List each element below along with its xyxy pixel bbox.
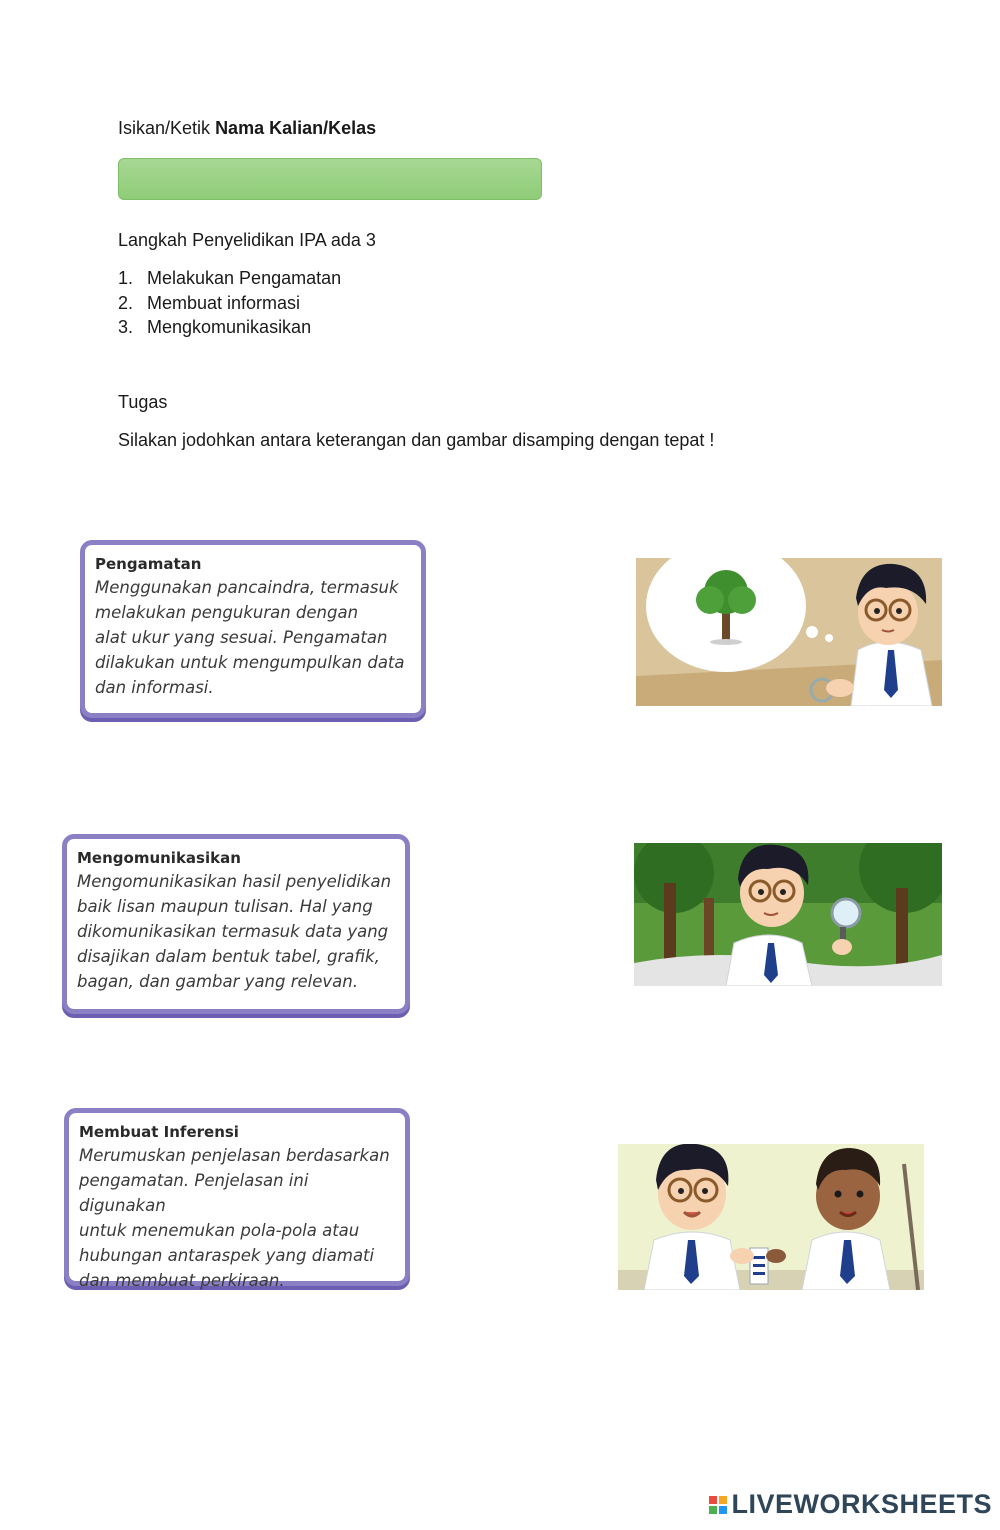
step-item [118,315,341,340]
card-line: bagan, dan gambar yang relevan. [77,972,358,991]
picture-boy-thinking-of-tree[interactable] [636,558,942,706]
card-mengomunikasikan[interactable] [62,834,410,1014]
step-number: 3. [118,317,134,337]
logo-square [709,1496,717,1504]
steps-list [118,266,341,340]
card-title: Membuat Inferensi [79,1123,239,1141]
card-line: Menggunakan pancaindra, termasuk [95,578,399,597]
card-body [95,575,411,700]
logo-square [719,1496,727,1504]
card-line: pengamatan. Penjelasan ini digunakan [79,1171,309,1215]
step-item [118,291,341,316]
card-line: dikomunikasikan termasuk data yang [77,922,389,941]
card-body [79,1143,395,1293]
logo-text: LIVEWORKSHEETS [731,1489,992,1519]
name-prompt-prefix: Isikan/Ketik [118,118,211,138]
logo-square [709,1506,717,1514]
card-line: baik lisan maupun tulisan. Hal yang [77,897,373,916]
task-label: Tugas [118,392,168,412]
step-number: 1. [118,268,134,288]
card-title: Pengamatan [95,555,202,573]
card-membuat-inferensi[interactable] [64,1108,410,1290]
step-number: 2. [118,292,134,313]
card-line: disajikan dalam bentuk tabel, grafik, [77,947,380,966]
card-line: untuk menemukan pola-pola atau [79,1221,360,1240]
step-text: Membuat informasi [147,292,301,313]
intro-text: Langkah Penyelidikan IPA ada 3 [118,230,376,250]
card-title: Mengomunikasikan [77,849,241,867]
logo-square [719,1506,727,1514]
card-pengamatan[interactable] [80,540,426,718]
illustration-two-boys [618,1144,924,1290]
name-prompt-bold: Nama Kalian/Kelas [215,118,377,138]
step-text: Mengkomunikasikan [147,317,312,337]
name-prompt [118,118,376,139]
liveworksheets-mark-icon [709,1496,727,1514]
step-item [118,266,341,291]
liveworksheets-logo [709,1489,992,1520]
card-line: melakukan pengukuran dengan [95,603,359,622]
card-line: alat ukur yang sesuai. Pengamatan [95,628,388,647]
card-line: dan informasi. [95,678,214,697]
task-instruction: Silakan jodohkan antara keterangan dan gambar disamping dengan tepat ! [118,430,715,450]
illustration-forest-boy [634,843,942,986]
name-class-input[interactable] [118,158,542,200]
card-line: dilakukan untuk mengumpulkan data [95,653,405,672]
card-line: hubungan antaraspek yang diamati [79,1246,375,1265]
card-line: Mengomunikasikan hasil penyelidikan [77,872,392,891]
step-text: Melakukan Pengamatan [147,268,342,288]
picture-two-boys-discussing[interactable] [618,1144,924,1290]
card-body [77,869,395,994]
illustration-thinking-boy [636,558,942,706]
picture-boy-with-magnifier[interactable] [634,843,942,986]
card-line: dan membuat perkiraan. [79,1271,285,1290]
card-line: Merumuskan penjelasan berdasarkan [79,1146,390,1165]
